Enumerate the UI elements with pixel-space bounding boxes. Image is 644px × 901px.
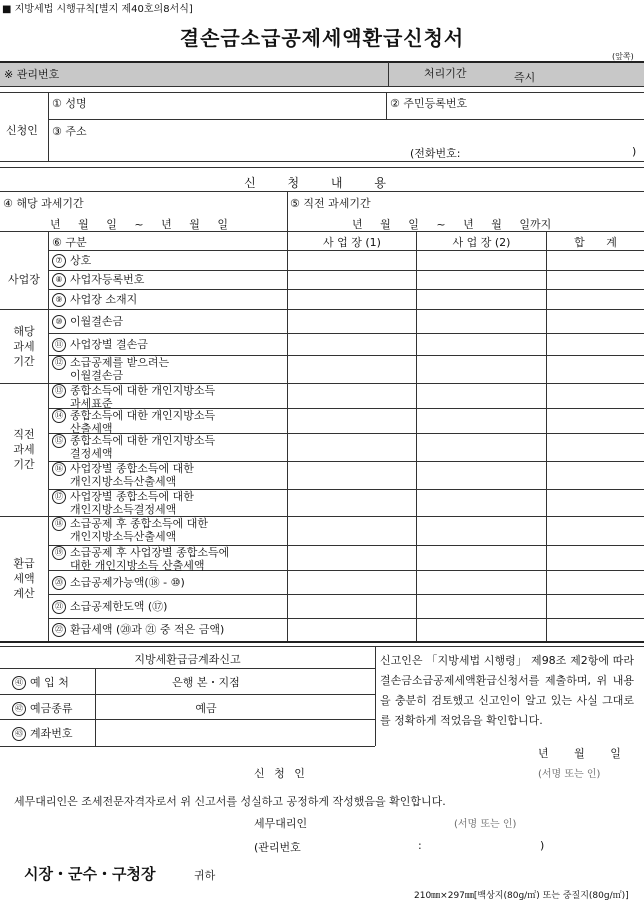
row-value-cell-1[interactable] (288, 334, 416, 355)
refund-row-number: ㊷ (12, 702, 26, 716)
row-number: ⑰ (52, 490, 66, 504)
row-label: 사업장별 종합소득에 대한 (70, 490, 194, 503)
row-value-cell-3[interactable] (547, 595, 644, 618)
row-label: 소급공제를 받으려는 (70, 356, 170, 369)
row-label: 이월결손금 (70, 315, 124, 328)
row-item (52, 576, 185, 590)
refund-row-label (12, 674, 69, 690)
row-value-cell-1[interactable] (288, 517, 416, 545)
row-item (52, 254, 91, 268)
row-value-cell-1[interactable] (288, 356, 416, 383)
page-side: (앞쪽) (612, 52, 634, 61)
row-value-cell-3[interactable] (547, 619, 644, 641)
row-value-cell-2[interactable] (417, 462, 546, 489)
proc-period-label: 처리기간 (424, 67, 467, 80)
row-value-cell-1[interactable] (288, 619, 416, 641)
refund-row-text: 예금종류 (30, 702, 73, 715)
row-item (52, 384, 215, 410)
row-value-cell-2[interactable] (417, 434, 546, 461)
row-number: ⑨ (52, 293, 66, 307)
row-value-cell-2[interactable] (417, 546, 546, 570)
agent-label: 세무대리인 (254, 817, 308, 830)
group-label (0, 324, 48, 369)
phone-field[interactable]: (전화번호: (410, 147, 461, 160)
section-title: 신 청 내 용 (244, 176, 400, 190)
row-value-cell-2[interactable] (417, 251, 546, 270)
row-value-cell-2[interactable] (417, 571, 546, 594)
rrn-field[interactable]: ② 주민등록번호 (390, 97, 468, 110)
current-period-label: ④ 해당 과세기간 (3, 197, 84, 210)
row-value-cell-3[interactable] (547, 490, 644, 516)
row-value-cell-3[interactable] (547, 334, 644, 355)
row-value-cell-1[interactable] (288, 434, 416, 461)
row-value-cell-3[interactable] (547, 384, 644, 408)
row-value-cell-1[interactable] (288, 490, 416, 516)
row-value-cell-3[interactable] (547, 409, 644, 433)
row-number: ⑭ (52, 409, 66, 423)
group-label-line: 세액 (13, 572, 35, 585)
row-value-cell-2[interactable] (417, 290, 546, 309)
row-label: 사업장 소재지 (70, 293, 138, 306)
row-label: 소급공제 후 종합소득에 대한 (70, 517, 209, 530)
row-item (52, 273, 144, 287)
group-label-line: 계산 (13, 587, 35, 600)
row-value-cell-1[interactable] (288, 462, 416, 489)
group-label-line: 과세 (13, 340, 35, 353)
row-value-cell-3[interactable] (547, 517, 644, 545)
addressee: 시장・군수・구청장 (24, 865, 156, 883)
row-value-cell-1[interactable] (288, 290, 416, 309)
row-item (52, 434, 215, 460)
row-item (52, 338, 148, 352)
row-value-cell-3[interactable] (547, 251, 644, 270)
refund-row-text: 계좌번호 (30, 727, 73, 740)
row-number: ⑯ (52, 462, 66, 476)
prev-period-label: ⑤ 직전 과세기간 (290, 197, 371, 210)
row-label: 소급공제 후 사업장별 종합소득에 (70, 546, 230, 559)
col-item: ⑥ 구분 (52, 236, 87, 249)
form-reference: ■ 지방세법 시행규칙[별지 제40호의8서식] (2, 4, 193, 15)
col-site-1: 사 업 장 (1) (323, 236, 381, 249)
agent-statement: 세무대리인은 조세전문자격자로서 위 신고서를 성실하고 공정하게 작성했음을 확인합니다. (14, 795, 446, 808)
row-item (52, 462, 194, 488)
row-item (52, 600, 167, 614)
agent-no-close: ) (540, 839, 545, 852)
row-value-cell-2[interactable] (417, 356, 546, 383)
refund-row-number: ㊸ (12, 727, 26, 741)
row-item (52, 356, 169, 382)
row-value-cell-1[interactable] (288, 271, 416, 289)
row-number: ⑫ (52, 356, 66, 370)
refund-row-value[interactable]: 예금 (195, 702, 217, 715)
prev-period-dates[interactable]: 년 월 일 ~ 년 월 일까지 (352, 218, 552, 231)
row-value-cell-2[interactable] (417, 595, 546, 618)
date-line[interactable]: 년 월 일 (538, 747, 621, 760)
signer-label: 신 청 인 (254, 767, 305, 780)
group-label (0, 556, 48, 601)
row-label: 환급세액 (⑳과 ㉑ 중 적은 금액) (70, 623, 225, 636)
row-label: 소급공제가능액(⑱ - ⑩) (70, 576, 185, 589)
row-number: ⑩ (52, 315, 66, 329)
row-value-cell-3[interactable] (547, 571, 644, 594)
row-number: ⑦ (52, 254, 66, 268)
row-label: 결정세액 (70, 447, 113, 460)
row-value-cell-2[interactable] (417, 271, 546, 289)
signer-sign-box[interactable]: (서명 또는 인) (538, 769, 601, 780)
row-value-cell-2[interactable] (417, 409, 546, 433)
row-number: ㉑ (52, 600, 66, 614)
row-value-cell-3[interactable] (547, 310, 644, 333)
row-label: 개인지방소득산출세액 (70, 475, 177, 488)
refund-row-text: 예 입 처 (30, 676, 69, 689)
agent-sign-box[interactable]: (서명 또는 인) (454, 819, 517, 830)
row-value-cell-1[interactable] (288, 310, 416, 333)
row-label: 대한 개인지방소득 산출세액 (70, 559, 205, 572)
row-value-cell-1[interactable] (288, 571, 416, 594)
row-label: 개인지방소득산출세액 (70, 530, 177, 543)
col-site-2: 사 업 장 (2) (452, 236, 511, 249)
row-label: 종합소득에 대한 개인지방소득 (70, 409, 216, 422)
row-label: 사업장별 결손금 (70, 338, 148, 351)
proc-period-value: 즉시 (514, 71, 536, 84)
row-value-cell-2[interactable] (417, 517, 546, 545)
row-number: ⑳ (52, 576, 66, 590)
row-item (52, 293, 137, 307)
declaration-text: 신고인은 「지방세법 시행령」 제98조 제2항에 따라 결손금소급공제세액환급신청서를 제출하며, 위 내용을 충분히 검토했고 신고인이 알고 있는 사실 그대로를 정확하게 적었음을 확인합니다. (380, 654, 634, 727)
row-label: 이월결손금 (70, 369, 124, 382)
row-item (52, 517, 208, 543)
row-number: ⑲ (52, 546, 66, 560)
refund-row-number: ㊶ (12, 676, 26, 690)
refund-row-value[interactable]: 은행 본・지점 (172, 676, 240, 689)
row-label: 사업자등록번호 (70, 273, 145, 286)
row-item (52, 315, 123, 329)
row-label: 과세표준 (70, 397, 113, 410)
agent-no-colon: : (418, 839, 422, 852)
row-label: 산출세액 (70, 422, 113, 435)
row-label: 개인지방소득결정세액 (70, 503, 177, 516)
form-title: 결손금소급공제세액환급신청서 (179, 26, 465, 50)
group-label-line: 해당 (13, 325, 35, 338)
row-item (52, 490, 194, 516)
row-value-cell-3[interactable] (547, 356, 644, 383)
group-label-line: 기간 (13, 458, 35, 471)
group-label-line: 기간 (13, 355, 35, 368)
row-number: ⑬ (52, 384, 66, 398)
applicant-label: 신청인 (6, 124, 38, 137)
row-label: 사업장별 종합소득에 대한 (70, 462, 194, 475)
row-value-cell-2[interactable] (417, 310, 546, 333)
group-label-line: 직전 (13, 428, 35, 441)
mgmt-no-label: ※ 관리번호 (4, 68, 60, 81)
row-value-cell-3[interactable] (547, 290, 644, 309)
paper-spec: 210㎜×297㎜[백상지(80g/㎡) 또는 중질지(80g/㎡)] (414, 891, 629, 901)
row-value-cell-1[interactable] (288, 546, 416, 570)
row-value-cell-3[interactable] (547, 271, 644, 289)
row-value-cell-1[interactable] (288, 595, 416, 618)
refund-row-label (12, 725, 73, 741)
row-number: ⑮ (52, 434, 66, 448)
row-label: 종합소득에 대한 개인지방소득 (70, 434, 216, 447)
row-label: 상호 (70, 254, 92, 267)
phone-close: ) (632, 145, 637, 158)
row-value-cell-2[interactable] (417, 384, 546, 408)
row-value-cell-2[interactable] (417, 334, 546, 355)
row-value-cell-3[interactable] (547, 434, 644, 461)
current-period-dates[interactable]: 년 월 일 ~ 년 월 일 (50, 218, 228, 231)
group-label-line: 사업장 (8, 273, 40, 286)
group-label-line: 환급 (13, 557, 35, 570)
row-value-cell-1[interactable] (288, 384, 416, 408)
row-value-cell-2[interactable] (417, 490, 546, 516)
row-item (52, 546, 229, 572)
row-value-cell-1[interactable] (288, 251, 416, 270)
row-label: 소급공제한도액 (⑰) (70, 600, 168, 613)
row-number: ⑱ (52, 517, 66, 531)
group-label (0, 427, 48, 472)
row-value-cell-2[interactable] (417, 619, 546, 641)
row-item (52, 623, 224, 637)
agent-no-label: (관리번호 (254, 841, 301, 854)
address-field[interactable]: ③ 주소 (52, 125, 87, 138)
col-total: 합 계 (574, 236, 617, 249)
refund-row-label (12, 700, 73, 716)
row-number: ⑧ (52, 273, 66, 287)
addressee-suffix: 귀하 (194, 869, 216, 882)
group-label-line: 과세 (13, 443, 35, 456)
row-item (52, 409, 215, 435)
row-label: 종합소득에 대한 개인지방소득 (70, 384, 216, 397)
refund-title: 지방세환급금계좌신고 (134, 653, 241, 666)
row-number: ㉒ (52, 623, 66, 637)
row-number: ⑪ (52, 338, 66, 352)
group-label (0, 272, 48, 287)
row-value-cell-3[interactable] (547, 546, 644, 570)
name-field[interactable]: ① 성명 (52, 97, 87, 110)
row-value-cell-1[interactable] (288, 409, 416, 433)
row-value-cell-3[interactable] (547, 462, 644, 489)
